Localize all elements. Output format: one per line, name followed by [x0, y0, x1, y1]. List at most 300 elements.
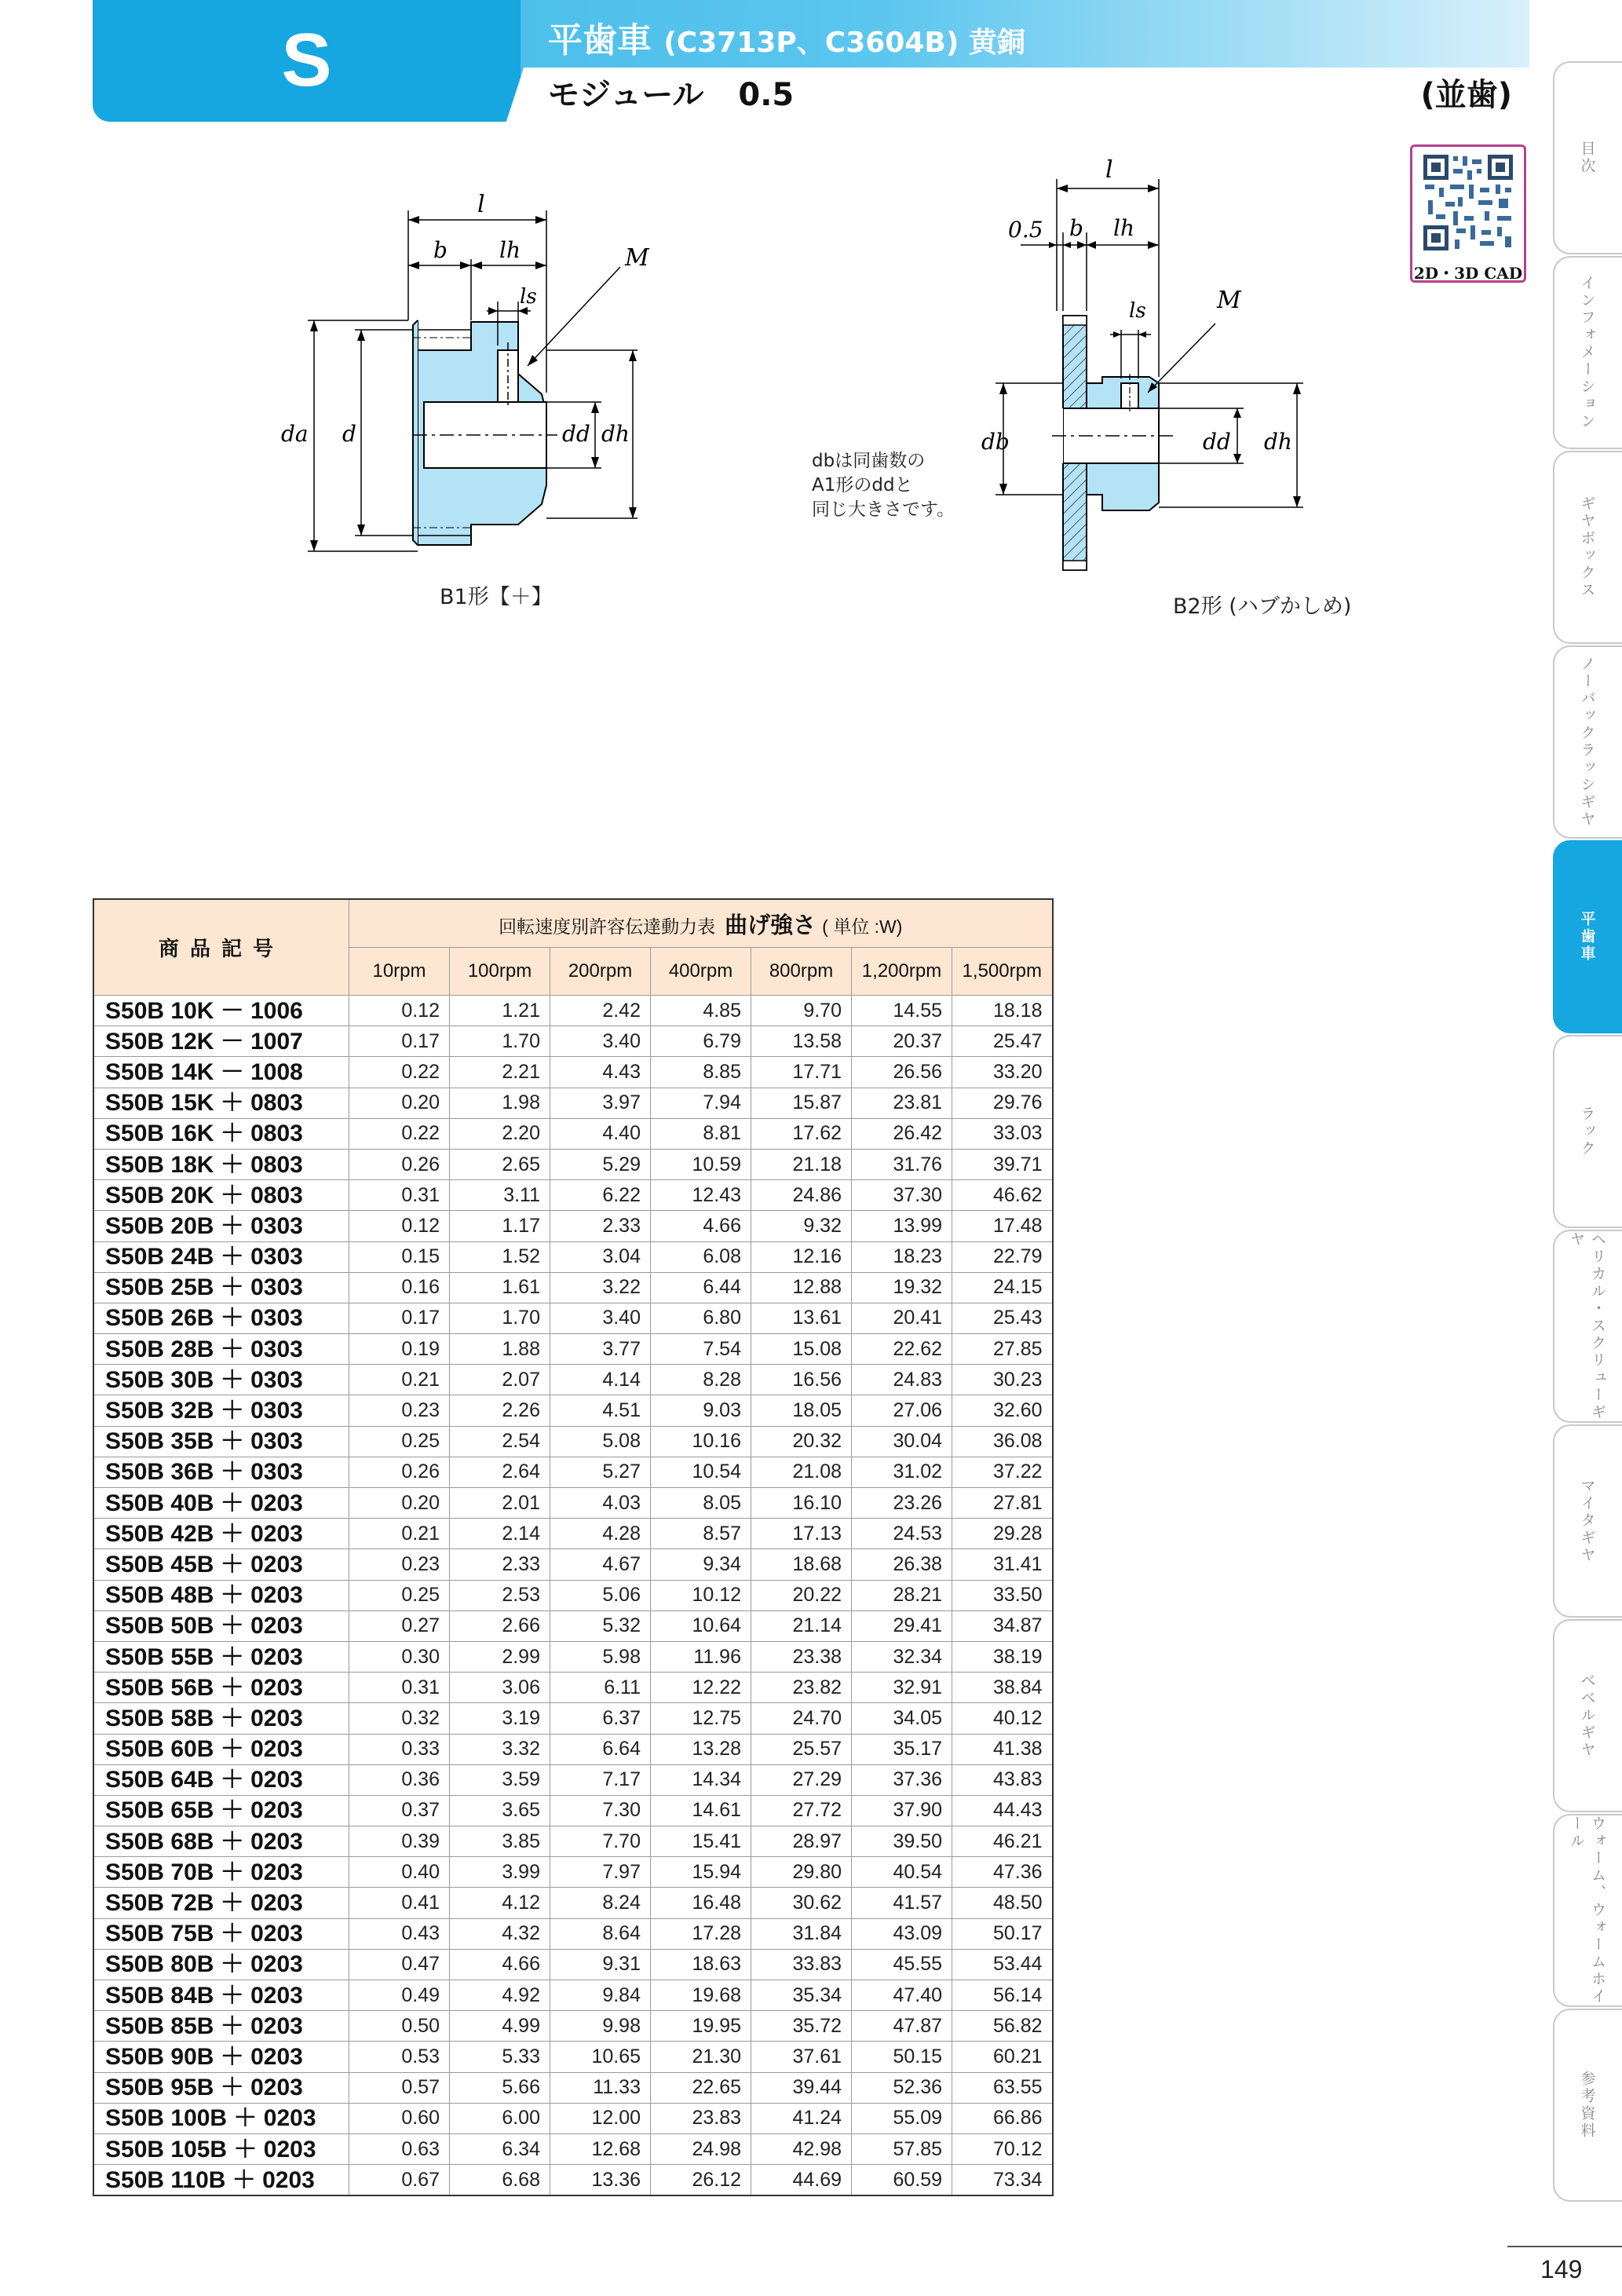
product-code-cell: S50B 45B ＋ 0203	[93, 1549, 349, 1580]
product-code-cell: S50B 24B ＋ 0303	[93, 1241, 349, 1272]
tooth-kind: (並歯)	[1420, 77, 1512, 113]
module-label: モジュール	[548, 77, 704, 113]
module-value: 0.5	[738, 77, 795, 113]
power-value-cell: 2.42	[550, 996, 651, 1026]
product-code-cell: S50B 18K ＋ 0803	[93, 1149, 349, 1179]
table-row	[93, 1549, 1053, 1580]
power-value-cell: 9.34	[651, 1549, 751, 1580]
power-value-cell: 3.65	[450, 1795, 550, 1826]
diagram-b1	[275, 181, 683, 573]
table-row	[93, 1180, 1053, 1211]
power-value-cell: 26.42	[852, 1118, 952, 1149]
power-value-cell: 2.54	[450, 1426, 550, 1457]
power-value-cell: 7.94	[651, 1088, 751, 1118]
tab-bevel-gear[interactable]: ベベルギヤ	[1553, 1619, 1622, 1812]
page-number: 149	[1540, 2255, 1583, 2283]
power-value-cell: 26.38	[852, 1549, 952, 1580]
power-value-cell: 0.43	[349, 1918, 450, 1949]
table-row	[93, 1764, 1053, 1795]
power-value-cell: 15.87	[751, 1088, 852, 1118]
power-value-cell: 12.75	[651, 1703, 751, 1734]
power-value-cell: 73.34	[952, 2165, 1053, 2196]
power-value-cell: 46.21	[952, 1826, 1053, 1857]
power-value-cell: 37.61	[751, 2042, 852, 2072]
power-value-cell: 20.41	[852, 1303, 952, 1333]
power-value-cell: 19.68	[651, 1980, 751, 2011]
b1-label-da: da	[281, 421, 309, 447]
power-value-cell: 27.85	[952, 1334, 1053, 1365]
tab-rack[interactable]: ラック	[1553, 1035, 1622, 1228]
table-row	[93, 2103, 1053, 2133]
power-value-cell: 0.31	[349, 1180, 450, 1211]
b2-note	[812, 449, 955, 522]
product-code-cell: S50B 100B ＋ 0203	[93, 2103, 349, 2133]
table-row	[93, 1857, 1053, 1888]
power-value-cell: 3.97	[550, 1088, 651, 1118]
power-value-cell: 39.71	[952, 1149, 1053, 1179]
page-header	[93, 0, 1529, 122]
power-value-cell: 32.91	[852, 1673, 952, 1703]
power-value-cell: 17.28	[651, 1918, 751, 1949]
power-value-cell: 20.37	[852, 1026, 952, 1057]
table-row	[93, 2165, 1053, 2196]
power-value-cell: 42.98	[751, 2133, 852, 2164]
table-row	[93, 1395, 1053, 1426]
power-value-cell: 4.32	[450, 1918, 550, 1949]
power-value-cell: 48.50	[952, 1888, 1053, 1918]
power-value-cell: 18.23	[852, 1241, 952, 1272]
power-value-cell: 0.26	[349, 1457, 450, 1487]
power-value-cell: 12.16	[751, 1241, 852, 1272]
power-group-header	[349, 899, 1053, 948]
power-value-cell: 16.48	[651, 1888, 751, 1918]
power-value-cell: 26.12	[651, 2165, 751, 2196]
power-value-cell: 4.67	[550, 1549, 651, 1580]
power-value-cell: 63.55	[952, 2072, 1053, 2103]
product-code-cell: S50B 58B ＋ 0203	[93, 1703, 349, 1734]
power-value-cell: 6.08	[651, 1241, 751, 1272]
table-row	[93, 1580, 1053, 1610]
power-value-cell: 29.80	[751, 1857, 852, 1888]
power-value-cell: 10.64	[651, 1610, 751, 1641]
table-row	[93, 1088, 1053, 1118]
power-value-cell: 1.52	[450, 1241, 550, 1272]
power-value-cell: 8.81	[651, 1118, 751, 1149]
power-value-cell: 10.16	[651, 1426, 751, 1457]
power-value-cell: 0.67	[349, 2165, 450, 2196]
product-code-header: 商品記号	[93, 899, 349, 996]
page-title	[548, 19, 1025, 65]
power-value-cell: 6.68	[450, 2165, 550, 2196]
power-value-cell: 5.27	[550, 1457, 651, 1487]
power-value-cell: 4.99	[450, 2011, 550, 2042]
power-value-cell: 28.97	[751, 1826, 852, 1857]
tab-gearbox[interactable]: ギヤボックス	[1553, 451, 1622, 644]
power-value-cell: 34.87	[952, 1610, 1053, 1641]
power-value-cell: 34.05	[852, 1703, 952, 1734]
table-row	[93, 1149, 1053, 1179]
power-value-cell: 12.43	[651, 1180, 751, 1211]
product-code-cell: S50B 105B ＋ 0203	[93, 2133, 349, 2164]
power-value-cell: 36.08	[952, 1426, 1053, 1457]
power-value-cell: 23.82	[751, 1673, 852, 1703]
power-value-cell: 31.41	[952, 1549, 1053, 1580]
power-value-cell: 3.11	[450, 1180, 550, 1211]
power-value-cell: 33.03	[952, 1118, 1053, 1149]
power-value-cell: 60.59	[852, 2165, 952, 2196]
tab-no-backlash-gear[interactable]: ノーバックラッシギヤ	[1553, 645, 1622, 839]
tab-miter-gear[interactable]: マイタギヤ	[1553, 1424, 1622, 1618]
power-value-cell: 39.50	[852, 1826, 952, 1857]
power-value-cell: 18.05	[751, 1395, 852, 1426]
power-value-cell: 0.39	[349, 1826, 450, 1857]
table-row	[93, 1980, 1053, 2011]
power-value-cell: 5.06	[550, 1580, 651, 1610]
power-value-cell: 21.14	[751, 1610, 852, 1641]
table-row	[93, 1795, 1053, 1826]
power-value-cell: 12.22	[651, 1673, 751, 1703]
power-value-cell: 46.62	[952, 1180, 1053, 1211]
power-value-cell: 4.03	[550, 1488, 651, 1519]
product-code-cell: S50B 110B ＋ 0203	[93, 2165, 349, 2196]
power-value-cell: 2.65	[450, 1149, 550, 1179]
power-value-cell: 0.41	[349, 1888, 450, 1918]
product-code-cell: S50B 65B ＋ 0203	[93, 1795, 349, 1826]
power-value-cell: 4.12	[450, 1888, 550, 1918]
power-value-cell: 22.79	[952, 1241, 1053, 1272]
power-value-cell: 0.53	[349, 2042, 450, 2072]
product-code-cell: S50B 35B ＋ 0303	[93, 1426, 349, 1457]
power-value-cell: 29.28	[952, 1519, 1053, 1549]
power-value-cell: 10.59	[651, 1149, 751, 1179]
power-value-cell: 31.76	[852, 1149, 952, 1179]
power-rating-table	[93, 898, 1054, 2196]
power-value-cell: 0.36	[349, 1764, 450, 1795]
power-value-cell: 13.99	[852, 1211, 952, 1241]
rpm-column-header: 100rpm	[450, 948, 550, 996]
product-code-cell: S50B 64B ＋ 0203	[93, 1764, 349, 1795]
power-value-cell: 0.20	[349, 1488, 450, 1519]
power-value-cell: 0.22	[349, 1118, 450, 1149]
power-value-cell: 3.22	[550, 1272, 651, 1303]
group-header-unit: ( 単位 :W)	[822, 916, 903, 937]
power-value-cell: 0.21	[349, 1519, 450, 1549]
power-value-cell: 32.34	[852, 1641, 952, 1672]
power-value-cell: 8.24	[550, 1888, 651, 1918]
product-code-cell: S50B 14K － 1008	[93, 1057, 349, 1088]
table-row	[93, 1488, 1053, 1519]
tab-contents[interactable]: 目次	[1553, 61, 1622, 254]
b1-label-dh: dh	[601, 421, 630, 447]
power-value-cell: 37.30	[852, 1180, 952, 1211]
cad-qr-code[interactable]	[1410, 144, 1526, 283]
b2-note-line: 同じ大きさです。	[812, 499, 955, 520]
power-value-cell: 17.48	[952, 1211, 1053, 1241]
table-row	[93, 1272, 1053, 1303]
product-code-cell: S50B 90B ＋ 0203	[93, 2042, 349, 2072]
b1-label-b: b	[433, 237, 448, 263]
table-row	[93, 1303, 1053, 1333]
power-value-cell: 6.11	[550, 1673, 651, 1703]
power-value-cell: 27.06	[852, 1395, 952, 1426]
table-row	[93, 1118, 1053, 1149]
power-value-cell: 20.22	[751, 1580, 852, 1610]
power-value-cell: 5.33	[450, 2042, 550, 2072]
power-value-cell: 5.08	[550, 1426, 651, 1457]
qr-code-icon	[1422, 153, 1514, 252]
b2-label-ls: ls	[1129, 299, 1146, 323]
power-value-cell: 17.71	[751, 1057, 852, 1088]
power-value-cell: 47.87	[852, 2011, 952, 2042]
power-value-cell: 0.25	[349, 1580, 450, 1610]
power-value-cell: 13.36	[550, 2165, 651, 2196]
b2-label-offset: 0.5	[1008, 217, 1043, 243]
power-value-cell: 47.36	[952, 1857, 1053, 1888]
product-code-cell: S50B 10K － 1006	[93, 996, 349, 1026]
power-value-cell: 16.10	[751, 1488, 852, 1519]
table-row	[93, 1426, 1053, 1457]
b2-label-l: l	[1105, 157, 1113, 184]
table-row	[93, 2133, 1053, 2164]
table-row	[93, 1241, 1053, 1272]
power-value-cell: 0.60	[349, 2103, 450, 2133]
power-value-cell: 0.15	[349, 1241, 450, 1272]
power-value-cell: 26.56	[852, 1057, 952, 1088]
product-code-cell: S50B 32B ＋ 0303	[93, 1395, 349, 1426]
power-value-cell: 4.66	[651, 1211, 751, 1241]
power-value-cell: 30.62	[751, 1888, 852, 1918]
power-value-cell: 2.33	[550, 1211, 651, 1241]
power-value-cell: 1.70	[450, 1026, 550, 1057]
power-value-cell: 37.90	[852, 1795, 952, 1826]
title-material: (C3713P、C3604B) 黄銅	[663, 27, 1025, 59]
power-value-cell: 0.57	[349, 2072, 450, 2103]
table-row	[93, 1365, 1053, 1395]
b2-label-dh: dh	[1264, 429, 1292, 455]
power-value-cell: 22.62	[852, 1334, 952, 1365]
power-value-cell: 7.17	[550, 1764, 651, 1795]
group-header-prefix: 回転速度別許容伝達動力表	[499, 916, 716, 937]
tab-spur-gear[interactable]: 平歯車	[1553, 840, 1622, 1033]
power-value-cell: 27.29	[751, 1764, 852, 1795]
power-value-cell: 4.85	[651, 996, 751, 1026]
power-value-cell: 39.44	[751, 2072, 852, 2103]
power-value-cell: 9.70	[751, 996, 852, 1026]
table-row	[93, 1610, 1053, 1641]
power-value-cell: 4.66	[450, 1949, 550, 1980]
power-value-cell: 7.30	[550, 1795, 651, 1826]
power-value-cell: 13.58	[751, 1026, 852, 1057]
b1-label-dd: dd	[562, 421, 590, 447]
rpm-column-header: 1,500rpm	[952, 948, 1053, 996]
power-value-cell: 3.40	[550, 1303, 651, 1333]
power-value-cell: 3.59	[450, 1764, 550, 1795]
power-value-cell: 25.47	[952, 1026, 1053, 1057]
power-value-cell: 56.82	[952, 2011, 1053, 2042]
table-row	[93, 1673, 1053, 1703]
power-value-cell: 7.54	[651, 1334, 751, 1365]
power-value-cell: 19.32	[852, 1272, 952, 1303]
product-code-cell: S50B 42B ＋ 0203	[93, 1519, 349, 1549]
b2-caption: B2形 (ハブかしめ)	[1173, 594, 1352, 619]
power-value-cell: 24.15	[952, 1272, 1053, 1303]
product-code-cell: S50B 80B ＋ 0203	[93, 1949, 349, 1980]
power-value-cell: 4.40	[550, 1118, 651, 1149]
table-row	[93, 1457, 1053, 1487]
product-code-cell: S50B 55B ＋ 0203	[93, 1641, 349, 1672]
power-value-cell: 2.99	[450, 1641, 550, 1672]
power-value-cell: 33.83	[751, 1949, 852, 1980]
power-value-cell: 9.84	[550, 1980, 651, 2011]
power-value-cell: 18.18	[952, 996, 1053, 1026]
power-value-cell: 7.97	[550, 1857, 651, 1888]
power-value-cell: 0.50	[349, 2011, 450, 2042]
power-value-cell: 24.86	[751, 1180, 852, 1211]
product-code-cell: S50B 75B ＋ 0203	[93, 1918, 349, 1949]
power-value-cell: 8.85	[651, 1057, 751, 1088]
power-value-cell: 47.40	[852, 1980, 952, 2011]
b1-label-lh: lh	[499, 237, 521, 263]
power-value-cell: 40.12	[952, 1703, 1053, 1734]
b1-caption: B1形【＋】	[440, 585, 553, 609]
power-value-cell: 13.28	[651, 1734, 751, 1764]
product-code-cell: S50B 36B ＋ 0303	[93, 1457, 349, 1487]
power-value-cell: 33.20	[952, 1057, 1053, 1088]
power-value-cell: 0.23	[349, 1395, 450, 1426]
power-value-cell: 5.98	[550, 1641, 651, 1672]
power-value-cell: 0.49	[349, 1980, 450, 2011]
table-row	[93, 1334, 1053, 1365]
power-value-cell: 0.33	[349, 1734, 450, 1764]
power-value-cell: 2.33	[450, 1549, 550, 1580]
power-value-cell: 23.83	[651, 2103, 751, 2133]
table-row	[93, 2072, 1053, 2103]
power-value-cell: 0.27	[349, 1610, 450, 1641]
power-value-cell: 50.15	[852, 2042, 952, 2072]
table-row	[93, 1211, 1053, 1241]
power-value-cell: 21.18	[751, 1149, 852, 1179]
product-code-cell: S50B 95B ＋ 0203	[93, 2072, 349, 2103]
power-value-cell: 0.31	[349, 1673, 450, 1703]
power-value-cell: 14.61	[651, 1795, 751, 1826]
power-value-cell: 0.25	[349, 1426, 450, 1457]
power-value-cell: 1.21	[450, 996, 550, 1026]
product-code-cell: S50B 60B ＋ 0203	[93, 1734, 349, 1764]
power-value-cell: 56.14	[952, 1980, 1053, 2011]
table-row	[93, 1826, 1053, 1857]
product-code-cell: S50B 12K － 1007	[93, 1026, 349, 1057]
power-value-cell: 4.28	[550, 1519, 651, 1549]
power-value-cell: 28.21	[852, 1580, 952, 1610]
power-value-cell: 41.57	[852, 1888, 952, 1918]
power-value-cell: 3.85	[450, 1826, 550, 1857]
power-value-cell: 25.43	[952, 1303, 1053, 1333]
tab-reference[interactable]: 参考資料	[1553, 2009, 1622, 2202]
power-value-cell: 22.65	[651, 2072, 751, 2103]
power-value-cell: 0.20	[349, 1088, 450, 1118]
power-value-cell: 7.70	[550, 1826, 651, 1857]
power-value-cell: 23.26	[852, 1488, 952, 1519]
product-code-cell: S50B 30B ＋ 0303	[93, 1365, 349, 1395]
power-value-cell: 2.26	[450, 1395, 550, 1426]
power-value-cell: 1.88	[450, 1334, 550, 1365]
power-value-cell: 0.17	[349, 1026, 450, 1057]
power-value-cell: 35.34	[751, 1980, 852, 2011]
b2-note-line: A1形のddと	[812, 475, 913, 495]
product-code-cell: S50B 15K ＋ 0803	[93, 1088, 349, 1118]
power-value-cell: 6.79	[651, 1026, 751, 1057]
power-value-cell: 3.77	[550, 1334, 651, 1365]
power-value-cell: 5.66	[450, 2072, 550, 2103]
product-code-cell: S50B 84B ＋ 0203	[93, 1980, 349, 2011]
power-value-cell: 3.06	[450, 1673, 550, 1703]
power-value-cell: 8.28	[651, 1365, 751, 1395]
power-value-cell: 16.56	[751, 1365, 852, 1395]
power-value-cell: 6.64	[550, 1734, 651, 1764]
rpm-column-header: 400rpm	[651, 948, 751, 996]
power-value-cell: 14.55	[852, 996, 952, 1026]
table-row	[93, 1918, 1053, 1949]
power-value-cell: 38.19	[952, 1641, 1053, 1672]
power-value-cell: 60.21	[952, 2042, 1053, 2072]
table-row	[93, 1057, 1053, 1088]
table-row	[93, 1734, 1053, 1764]
power-value-cell: 4.92	[450, 1980, 550, 2011]
power-value-cell: 29.76	[952, 1088, 1053, 1118]
power-value-cell: 70.12	[952, 2133, 1053, 2164]
power-value-cell: 10.65	[550, 2042, 651, 2072]
power-value-cell: 9.32	[751, 1211, 852, 1241]
power-value-cell: 0.63	[349, 2133, 450, 2164]
power-value-cell: 10.12	[651, 1580, 751, 1610]
power-value-cell: 19.95	[651, 2011, 751, 2042]
product-code-cell: S50B 72B ＋ 0203	[93, 1888, 349, 1918]
title-main: 平歯車	[548, 20, 652, 60]
power-value-cell: 14.34	[651, 1764, 751, 1795]
product-code-cell: S50B 20K ＋ 0803	[93, 1180, 349, 1211]
power-value-cell: 12.68	[550, 2133, 651, 2164]
power-value-cell: 3.99	[450, 1857, 550, 1888]
power-value-cell: 25.57	[751, 1734, 852, 1764]
power-value-cell: 20.32	[751, 1426, 852, 1457]
b2-label-db: db	[981, 429, 1010, 455]
power-value-cell: 2.14	[450, 1519, 550, 1549]
b1-label-ls: ls	[520, 285, 537, 309]
power-value-cell: 21.08	[751, 1457, 852, 1487]
power-value-cell: 0.32	[349, 1703, 450, 1734]
tab-information[interactable]: インフォメーション	[1553, 256, 1622, 449]
rpm-column-header: 10rpm	[349, 948, 450, 996]
power-value-cell: 0.47	[349, 1949, 450, 1980]
b1-label-m: M	[625, 244, 649, 272]
tab-helical-screw-gear[interactable]: ヘリカル・スクリューギヤ	[1553, 1230, 1622, 1423]
b1-label-d: d	[342, 421, 356, 447]
power-value-cell: 41.24	[751, 2103, 852, 2133]
product-code-cell: S50B 85B ＋ 0203	[93, 2011, 349, 2042]
product-code-cell: S50B 56B ＋ 0203	[93, 1673, 349, 1703]
power-value-cell: 57.85	[852, 2133, 952, 2164]
power-value-cell: 21.30	[651, 2042, 751, 2072]
power-value-cell: 53.44	[952, 1949, 1053, 1980]
product-code-cell: S50B 68B ＋ 0203	[93, 1826, 349, 1857]
tab-worm-wheel[interactable]: ウォーム、ウォームホイール	[1553, 1814, 1622, 2007]
power-value-cell: 23.38	[751, 1641, 852, 1672]
product-code-cell: S50B 26B ＋ 0303	[93, 1303, 349, 1333]
power-value-cell: 8.57	[651, 1519, 751, 1549]
power-value-cell: 37.36	[852, 1764, 952, 1795]
table-row	[93, 1519, 1053, 1549]
power-value-cell: 0.12	[349, 1211, 450, 1241]
